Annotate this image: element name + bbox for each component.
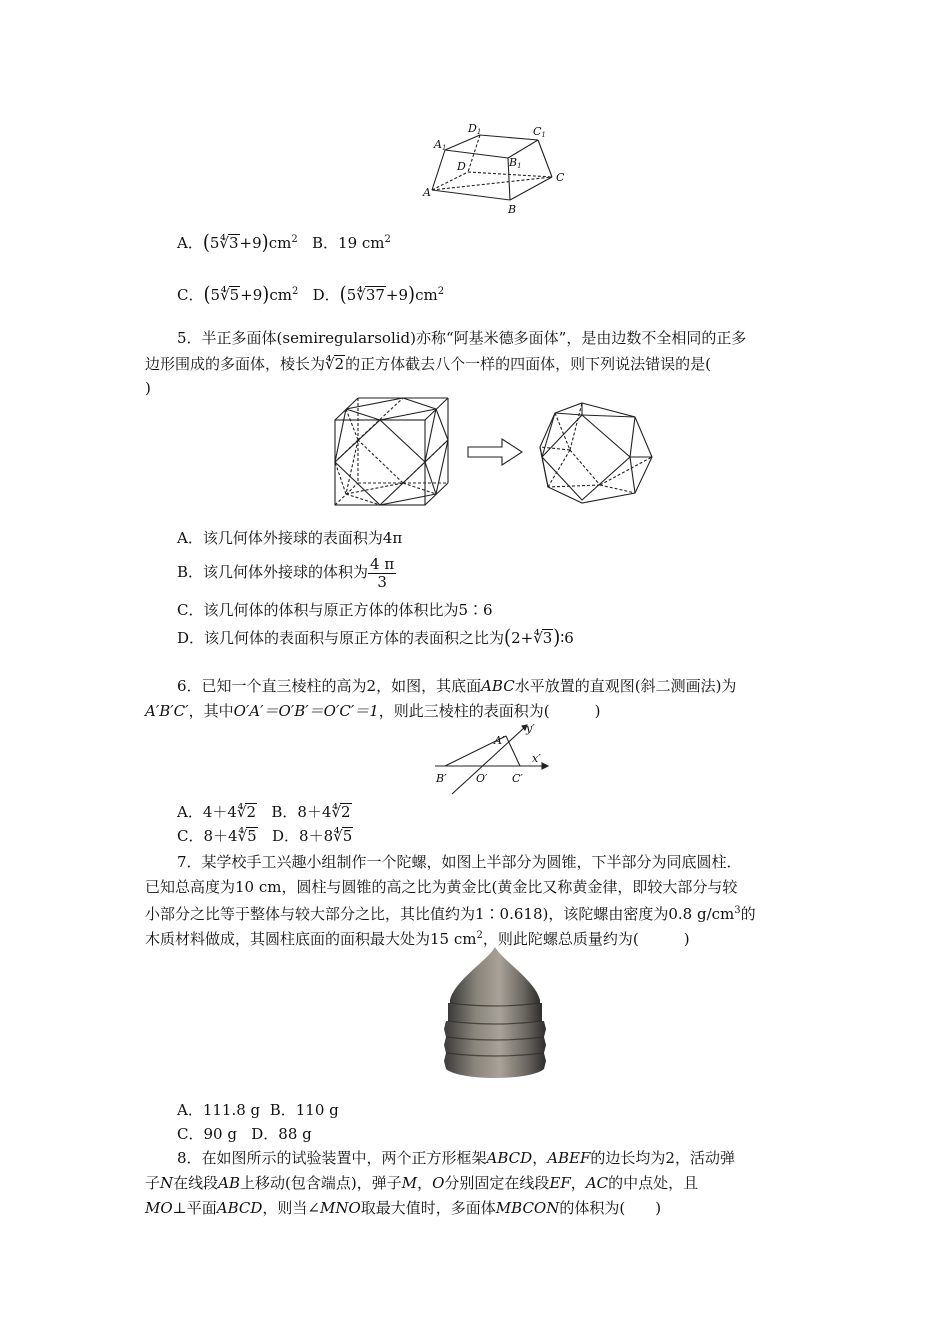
q5-option-d: D．该几何体的表面积与原正方体的表面积之比为(2+∜3)∶6 bbox=[177, 625, 574, 650]
q6-line1: 6．已知一个直三棱柱的高为2，如图，其底面ABC水平放置的直观图(斜二测画法)为 bbox=[177, 677, 737, 695]
spinning-top-image bbox=[440, 945, 550, 1085]
label-b1: B1 bbox=[509, 156, 522, 170]
label-a: A′ bbox=[494, 734, 505, 747]
q8-line3: MO⊥平面ABCD，则当∠MNO取最大值时，多面体MBCON的体积为( ) bbox=[145, 1199, 662, 1217]
q6-options-row2: C．8＋4∜5 D．8＋8∜5 bbox=[177, 827, 353, 845]
q7-options-row2: C．90 g D．88 g bbox=[177, 1125, 312, 1143]
q7-line4: 木质材料做成，其圆柱底面的面积最大处为15 $cm^2$，则此陀螺总质量约为( ) bbox=[145, 930, 690, 948]
label-c: C′ bbox=[512, 772, 523, 785]
q5-line1: 5．半正多面体(semiregularsolid)亦称“阿基米德多面体”，是由边数不全相同的正多 bbox=[177, 329, 747, 347]
label-b: B bbox=[508, 203, 517, 215]
label-d: D bbox=[457, 160, 466, 173]
fraction: $\frac{4 \pi}{3}$ bbox=[370, 554, 395, 591]
label-x: x′ bbox=[532, 752, 541, 765]
cuboctahedron-figure bbox=[330, 395, 660, 510]
label-y: y′ bbox=[526, 722, 535, 735]
label-a1: A1 bbox=[434, 138, 447, 152]
oblique-axes-figure bbox=[430, 722, 560, 797]
q7-line3: 小部分之比等于整体与较大部分之比，其比值约为1∶0.618)，该陀螺由密度为0.8 $g/cm^3$的 bbox=[145, 905, 756, 923]
q5-line2: 边形围成的多面体，棱长为∜2的正方体截去八个一样的四面体，则下列说法错误的是( bbox=[145, 355, 711, 373]
q4-options-row1: A．$(5∜3+9)cm^2$ B．19 $cm^2$ bbox=[177, 230, 391, 255]
label-c1: C1 bbox=[533, 125, 546, 139]
q7-line1: 7．某学校手工兴趣小组制作一个陀螺，如图上半部分为圆锥，下半部分为同底圆柱． bbox=[177, 853, 742, 871]
q4-options-row2: C．$(5∜5+9)cm^2$ D．$(5∜37+9)cm^2$ bbox=[177, 282, 445, 307]
q6-options-row1: A．4＋4∜2 B．8＋4∜2 bbox=[177, 803, 351, 821]
label-b: B′ bbox=[436, 772, 447, 785]
q7-line2: 已知总高度为10 cm，圆柱与圆锥的高之比为黄金比(黄金比又称黄金律，即较大部分与较 bbox=[145, 878, 738, 896]
q6-line2: A′B′C′，其中O′A′＝O′B′＝O′C′＝1，则此三棱柱的表面积为( ) bbox=[145, 702, 601, 720]
q8-line1: 8．在如图所示的试验装置中，两个正方形框架ABCD，ABEF的边长均为2，活动弹 bbox=[177, 1149, 735, 1167]
q5-option-a: A．该几何体外接球的表面积为4π bbox=[177, 529, 403, 547]
label-c: C bbox=[556, 171, 565, 184]
q8-line2: 子N在线段AB上移动(包含端点)，弹子M，O分别固定在线段EF，AC的中点处，且 bbox=[145, 1174, 699, 1192]
label-d1: D1 bbox=[468, 122, 482, 136]
q7-options-row1: A．111.8 g B．110 g bbox=[177, 1101, 339, 1119]
q5-option-b: B．该几何体外接球的体积为 $\frac{4 \pi}{3}$ bbox=[177, 554, 395, 591]
label-a: A bbox=[423, 186, 431, 199]
label-o: O′ bbox=[476, 772, 488, 785]
frustum-figure bbox=[420, 120, 570, 215]
q5-option-c: C．该几何体的体积与原正方体的体积比为5∶6 bbox=[177, 601, 493, 619]
q5-line3: ) bbox=[145, 379, 151, 397]
